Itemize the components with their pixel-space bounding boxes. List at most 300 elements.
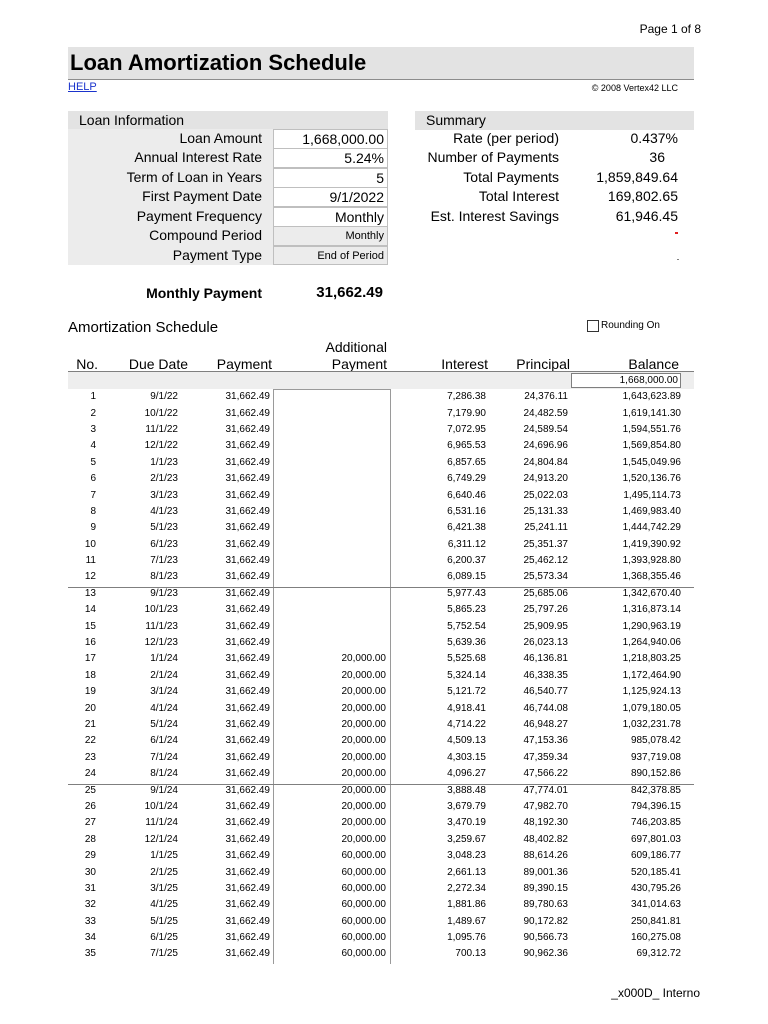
row-interest: 1,095.76 [447, 932, 486, 944]
row-due-date: 9/1/22 [150, 391, 178, 403]
row-additional-payment[interactable] [270, 438, 388, 454]
row-interest: 4,509.13 [447, 735, 486, 747]
page-number: Page 1 of 8 [639, 22, 701, 36]
row-additional-payment[interactable]: 20,000.00 [341, 768, 386, 780]
row-additional-payment[interactable]: 20,000.00 [341, 669, 386, 681]
row-payment: 31,662.49 [225, 538, 270, 550]
copyright: © 2008 Vertex42 LLC [591, 83, 678, 93]
row-additional-payment[interactable]: 20,000.00 [341, 800, 386, 812]
row-principal: 89,780.63 [523, 899, 568, 911]
summary-value: 36 [649, 149, 665, 165]
row-balance: 1,218,803.25 [622, 653, 681, 665]
row-due-date: 10/1/24 [144, 800, 178, 812]
row-principal: 24,589.54 [523, 423, 568, 435]
row-balance: 341,014.63 [630, 899, 681, 911]
table-row [68, 799, 694, 815]
table-row [68, 651, 694, 667]
row-payment: 31,662.49 [225, 473, 270, 485]
row-due-date: 6/1/23 [150, 538, 178, 550]
row-no: 23 [84, 751, 96, 763]
row-payment: 31,662.49 [225, 948, 270, 960]
row-balance: 1,643,623.89 [622, 391, 681, 403]
row-principal: 47,982.70 [523, 800, 568, 812]
row-interest: 6,531.16 [447, 505, 486, 517]
row-interest: 5,977.43 [447, 587, 486, 599]
row-interest: 4,918.41 [447, 702, 486, 714]
row-principal: 46,744.08 [523, 702, 568, 714]
summary-label: Total Interest [478, 188, 559, 204]
row-principal: 47,566.22 [523, 768, 568, 780]
row-due-date: 2/1/25 [150, 866, 178, 878]
row-additional-payment[interactable] [270, 405, 388, 421]
row-due-date: 12/1/22 [144, 440, 178, 452]
schedule-table [68, 389, 694, 963]
table-row [68, 668, 694, 684]
row-additional-payment[interactable]: 20,000.00 [341, 817, 386, 829]
table-row [68, 897, 694, 913]
row-principal: 25,573.34 [523, 571, 568, 583]
row-balance: 1,368,355.46 [622, 571, 681, 583]
row-interest: 6,965.53 [447, 440, 486, 452]
row-no: 2 [90, 407, 96, 419]
row-payment: 31,662.49 [225, 735, 270, 747]
row-additional-payment[interactable] [270, 586, 388, 602]
table-row [68, 586, 694, 602]
loan-info-label: Loan Amount [179, 130, 262, 146]
row-principal: 46,948.27 [523, 719, 568, 730]
row-principal: 25,131.33 [523, 505, 568, 517]
table-row [68, 569, 694, 585]
row-additional-payment[interactable] [270, 471, 388, 487]
table-row [68, 455, 694, 471]
row-balance: 1,469,983.40 [622, 505, 681, 517]
row-no: 5 [90, 456, 96, 468]
table-row [68, 520, 694, 536]
row-interest: 6,311.12 [447, 538, 486, 550]
row-no: 3 [90, 423, 96, 435]
col-header-interest: Interest [441, 356, 488, 372]
table-row [68, 914, 694, 930]
row-no: 27 [84, 817, 96, 829]
row-additional-payment[interactable]: 60,000.00 [341, 882, 386, 894]
row-payment: 31,662.49 [225, 587, 270, 599]
monthly-payment-value: 31,662.49 [316, 284, 383, 301]
row-principal: 90,962.36 [523, 948, 568, 960]
row-balance: 1,419,390.92 [622, 538, 681, 550]
row-additional-payment[interactable]: 60,000.00 [341, 899, 386, 911]
row-balance: 1,569,854.80 [622, 440, 681, 452]
row-balance: 430,795.26 [630, 882, 681, 894]
row-payment: 31,662.49 [225, 686, 270, 698]
table-row [68, 684, 694, 700]
row-interest: 6,749.29 [447, 473, 486, 485]
summary-label: Est. Interest Savings [430, 208, 559, 224]
row-additional-payment[interactable]: 60,000.00 [341, 932, 386, 944]
row-balance: 1,125,924.13 [622, 686, 681, 698]
row-principal: 25,685.06 [523, 587, 568, 599]
row-no: 8 [90, 505, 96, 517]
year-separator-1 [68, 587, 694, 588]
row-due-date: 6/1/25 [150, 932, 178, 944]
row-additional-payment[interactable] [270, 553, 388, 569]
row-interest: 3,679.79 [447, 800, 486, 812]
table-row [68, 504, 694, 520]
row-balance: 1,619,141.30 [622, 407, 681, 419]
row-interest: 3,888.48 [447, 784, 486, 796]
row-principal: 24,696.96 [523, 440, 568, 452]
loan-info-label: Payment Type [172, 247, 262, 263]
row-due-date: 1/1/23 [150, 456, 178, 468]
row-due-date: 10/1/23 [144, 604, 178, 616]
row-balance: 794,396.15 [630, 800, 681, 812]
table-row [68, 602, 694, 618]
row-due-date: 2/1/24 [150, 669, 178, 681]
row-due-date: 10/1/22 [144, 407, 178, 419]
row-payment: 31,662.49 [225, 768, 270, 780]
row-due-date: 7/1/24 [150, 751, 178, 763]
row-payment: 31,662.49 [225, 407, 270, 419]
table-row [68, 635, 694, 651]
row-additional-payment[interactable] [270, 389, 388, 405]
row-payment: 31,662.49 [225, 522, 270, 534]
row-due-date: 11/1/23 [145, 620, 178, 632]
row-due-date: 4/1/23 [150, 505, 178, 517]
row-additional-payment[interactable] [270, 487, 388, 503]
row-interest: 5,121.72 [447, 686, 486, 698]
table-row [68, 832, 694, 848]
table-row [68, 389, 694, 405]
loan-info-label: Term of Loan in Years [126, 169, 262, 185]
loan-info-value[interactable]: Monthly [273, 207, 388, 227]
row-payment: 31,662.49 [225, 653, 270, 665]
row-no: 9 [90, 522, 96, 534]
row-balance: 1,032,231.78 [622, 719, 681, 730]
row-due-date: 9/1/23 [150, 587, 178, 599]
col-header-due-date: Due Date [128, 356, 188, 372]
row-interest: 4,714.22 [447, 719, 486, 730]
row-no: 26 [84, 800, 96, 812]
row-due-date: 7/1/25 [150, 948, 178, 960]
row-payment: 31,662.49 [225, 751, 270, 763]
row-no: 13 [84, 587, 96, 599]
loan-info-value[interactable]: 5.24% [273, 148, 388, 168]
row-payment: 31,662.49 [225, 620, 270, 632]
col-header-principal: Principal [516, 356, 570, 372]
row-additional-payment[interactable]: 20,000.00 [341, 784, 386, 796]
row-interest: 1,881.86 [447, 899, 486, 911]
loan-info-value: Monthly [273, 226, 388, 246]
row-payment: 31,662.49 [225, 555, 270, 567]
row-no: 32 [84, 899, 96, 911]
row-interest: 5,752.54 [447, 620, 486, 632]
row-no: 6 [90, 473, 96, 485]
row-additional-payment[interactable]: 20,000.00 [341, 833, 386, 845]
row-payment: 31,662.49 [225, 784, 270, 796]
loan-info-value[interactable]: 5 [273, 168, 388, 188]
loan-info-label: First Payment Date [142, 188, 262, 204]
row-interest: 3,470.19 [447, 817, 486, 829]
table-row [68, 733, 694, 749]
footer-label: _x000D_ Interno [611, 986, 700, 1000]
row-balance: 1,444,742.29 [622, 522, 681, 534]
row-due-date: 4/1/25 [150, 899, 178, 911]
row-principal: 89,390.15 [523, 882, 568, 894]
table-row [68, 864, 694, 880]
row-payment: 31,662.49 [225, 915, 270, 927]
row-additional-payment[interactable]: 20,000.00 [341, 702, 386, 714]
row-balance: 985,078.42 [630, 735, 681, 747]
row-principal: 26,023.13 [523, 637, 568, 649]
row-additional-payment[interactable] [270, 520, 388, 536]
error-marker [675, 232, 678, 234]
table-row [68, 881, 694, 897]
row-no: 31 [84, 882, 96, 894]
row-principal: 25,022.03 [523, 489, 568, 501]
row-principal: 24,804.84 [523, 456, 568, 468]
row-due-date: 9/1/24 [150, 784, 178, 796]
row-due-date: 4/1/24 [150, 702, 178, 714]
table-row [68, 422, 694, 438]
row-payment: 31,662.49 [225, 440, 270, 452]
row-additional-payment[interactable]: 60,000.00 [341, 866, 386, 878]
row-payment: 31,662.49 [225, 833, 270, 845]
row-additional-payment[interactable]: 20,000.00 [341, 719, 386, 730]
row-balance: 1,264,940.06 [622, 637, 681, 649]
row-payment: 31,662.49 [225, 866, 270, 878]
row-balance: 1,520,136.76 [622, 473, 681, 485]
row-balance: 250,841.81 [630, 915, 681, 927]
row-no: 25 [84, 784, 96, 796]
row-additional-payment[interactable] [270, 569, 388, 585]
table-row [68, 717, 694, 733]
row-no: 11 [85, 555, 96, 567]
row-payment: 31,662.49 [225, 817, 270, 829]
row-additional-payment[interactable] [270, 422, 388, 438]
row-additional-payment[interactable] [270, 602, 388, 618]
row-interest: 5,324.14 [447, 669, 486, 681]
row-balance: 1,290,963.19 [622, 620, 681, 632]
row-no: 30 [84, 866, 96, 878]
rounding-label: Rounding On [601, 320, 660, 331]
row-principal: 46,540.77 [523, 686, 568, 698]
row-payment: 31,662.49 [225, 932, 270, 944]
row-principal: 90,172.82 [523, 915, 568, 927]
row-additional-payment[interactable]: 20,000.00 [341, 686, 386, 698]
row-balance: 1,545,049.96 [622, 456, 681, 468]
loan-info-value[interactable]: 1,668,000.00 [273, 129, 388, 149]
row-principal: 46,136.81 [523, 653, 568, 665]
row-balance: 1,316,873.14 [622, 604, 681, 616]
table-row [68, 553, 694, 569]
row-additional-payment[interactable]: 60,000.00 [341, 948, 386, 960]
table-row [68, 471, 694, 487]
row-balance: 160,275.08 [630, 932, 681, 944]
monthly-payment-label: Monthly Payment [146, 285, 262, 301]
row-interest: 5,525.68 [447, 653, 486, 665]
row-due-date: 8/1/24 [150, 768, 178, 780]
row-interest: 5,639.36 [447, 637, 486, 649]
row-interest: 6,640.46 [447, 489, 486, 501]
cell-marker [677, 259, 679, 260]
col-header-payment: Payment [216, 356, 272, 372]
row-principal: 25,351.37 [523, 538, 568, 550]
row-interest: 2,661.13 [447, 866, 486, 878]
row-interest: 7,072.95 [447, 423, 486, 435]
row-no: 1 [90, 391, 96, 403]
row-payment: 31,662.49 [225, 882, 270, 894]
row-payment: 31,662.49 [225, 571, 270, 583]
help-link[interactable]: HELP [68, 81, 97, 93]
col-header-no: No. [76, 356, 98, 372]
row-no: 15 [84, 620, 96, 632]
row-principal: 24,376.11 [524, 391, 568, 403]
row-balance: 746,203.85 [630, 817, 681, 829]
row-no: 4 [90, 440, 96, 452]
row-additional-payment[interactable]: 20,000.00 [341, 653, 386, 665]
row-payment: 31,662.49 [225, 456, 270, 468]
row-principal: 47,153.36 [523, 735, 568, 747]
summary-value: 169,802.65 [607, 188, 678, 204]
loan-info-value[interactable]: 9/1/2022 [273, 187, 388, 207]
row-interest: 4,096.27 [447, 768, 486, 780]
row-balance: 69,312.72 [636, 948, 681, 960]
row-due-date: 11/1/22 [145, 423, 178, 435]
row-interest: 6,421.38 [447, 522, 486, 534]
row-interest: 2,272.34 [447, 882, 486, 894]
row-payment: 31,662.49 [225, 604, 270, 616]
row-balance: 520,185.41 [630, 866, 681, 878]
row-principal: 90,566.73 [523, 932, 568, 944]
row-no: 28 [84, 833, 96, 845]
loan-info-heading-text: Loan Information [79, 112, 185, 128]
row-no: 24 [84, 768, 96, 780]
row-interest: 6,089.15 [447, 571, 486, 583]
row-interest: 3,048.23 [447, 850, 486, 862]
schedule-title: Amortization Schedule [68, 319, 219, 336]
row-principal: 24,482.59 [523, 407, 568, 419]
row-additional-payment[interactable] [270, 504, 388, 520]
row-balance: 1,342,670.40 [622, 587, 681, 599]
row-additional-payment[interactable]: 60,000.00 [341, 915, 386, 927]
row-principal: 48,192.30 [523, 817, 568, 829]
row-interest: 1,489.67 [447, 915, 486, 927]
loan-info-label: Annual Interest Rate [134, 149, 262, 165]
row-due-date: 5/1/23 [150, 522, 178, 534]
row-due-date: 1/1/25 [150, 850, 178, 862]
summary-label: Total Payments [463, 169, 559, 185]
row-balance: 937,719.08 [630, 751, 681, 763]
row-additional-payment[interactable]: 20,000.00 [341, 735, 386, 747]
row-principal: 25,241.11 [524, 522, 568, 534]
row-no: 22 [84, 735, 96, 747]
summary-heading-text: Summary [426, 112, 486, 128]
row-no: 18 [84, 669, 96, 681]
table-row [68, 700, 694, 716]
summary-heading [415, 111, 694, 130]
row-interest: 4,303.15 [447, 751, 486, 763]
row-balance: 1,594,551.76 [622, 423, 681, 435]
row-no: 7 [90, 489, 96, 501]
summary-value: 1,859,849.64 [596, 169, 678, 185]
summary-label: Rate (per period) [453, 130, 559, 146]
table-row [68, 618, 694, 634]
row-due-date: 5/1/24 [150, 719, 178, 730]
row-balance: 1,495,114.73 [623, 489, 681, 501]
row-additional-payment[interactable] [270, 537, 388, 553]
row-no: 21 [84, 719, 96, 730]
table-row [68, 930, 694, 946]
loan-info-value: End of Period [273, 246, 388, 265]
row-additional-payment[interactable]: 60,000.00 [341, 850, 386, 862]
row-payment: 31,662.49 [225, 702, 270, 714]
row-balance: 890,152.86 [630, 768, 681, 780]
col-header-balance: Balance [628, 356, 679, 372]
row-no: 12 [84, 571, 96, 583]
row-no: 29 [84, 850, 96, 862]
row-additional-payment[interactable]: 20,000.00 [341, 751, 386, 763]
row-principal: 47,774.01 [523, 784, 568, 796]
table-row [68, 815, 694, 831]
row-due-date: 1/1/24 [150, 653, 178, 665]
row-no: 17 [84, 653, 96, 665]
table-row [68, 405, 694, 421]
table-row [68, 946, 694, 962]
row-additional-payment[interactable] [270, 455, 388, 471]
row-balance: 697,801.03 [630, 833, 681, 845]
row-no: 33 [84, 915, 96, 927]
row-due-date: 12/1/24 [144, 833, 178, 845]
row-no: 20 [84, 702, 96, 714]
row-due-date: 5/1/25 [150, 915, 178, 927]
loan-info-heading [68, 111, 388, 130]
summary-value: 61,946.45 [615, 208, 678, 224]
row-payment: 31,662.49 [225, 800, 270, 812]
row-no: 19 [84, 686, 96, 698]
row-interest: 700.13 [455, 948, 486, 960]
row-due-date: 2/1/23 [150, 473, 178, 485]
row-principal: 25,462.12 [523, 555, 568, 567]
row-principal: 25,797.26 [523, 604, 568, 616]
row-no: 16 [84, 637, 96, 649]
row-principal: 24,913.20 [523, 473, 568, 485]
row-payment: 31,662.49 [225, 899, 270, 911]
row-no: 35 [84, 948, 96, 960]
row-due-date: 8/1/23 [150, 571, 178, 583]
loan-info-label: Payment Frequency [136, 208, 262, 224]
row-payment: 31,662.49 [225, 719, 270, 730]
col-header-additional: Additional [325, 339, 387, 355]
row-due-date: 3/1/23 [150, 489, 178, 501]
summary-label: Number of Payments [427, 149, 559, 165]
table-row [68, 750, 694, 766]
row-interest: 7,286.38 [447, 391, 486, 403]
row-payment: 31,662.49 [225, 669, 270, 681]
row-additional-payment[interactable] [270, 635, 388, 651]
row-no: 14 [84, 604, 96, 616]
col-header-additional-payment: Payment [331, 356, 387, 372]
row-no: 10 [84, 538, 96, 550]
row-balance: 1,172,464.90 [622, 669, 681, 681]
row-due-date: 12/1/23 [144, 637, 178, 649]
table-row [68, 537, 694, 553]
rounding-checkbox[interactable] [587, 320, 599, 332]
row-additional-payment[interactable] [270, 618, 388, 634]
row-due-date: 11/1/24 [145, 817, 178, 829]
page-title: Loan Amortization Schedule [70, 50, 367, 75]
row-principal: 46,338.35 [523, 669, 568, 681]
row-due-date: 3/1/24 [150, 686, 178, 698]
row-principal: 89,001.36 [523, 866, 568, 878]
